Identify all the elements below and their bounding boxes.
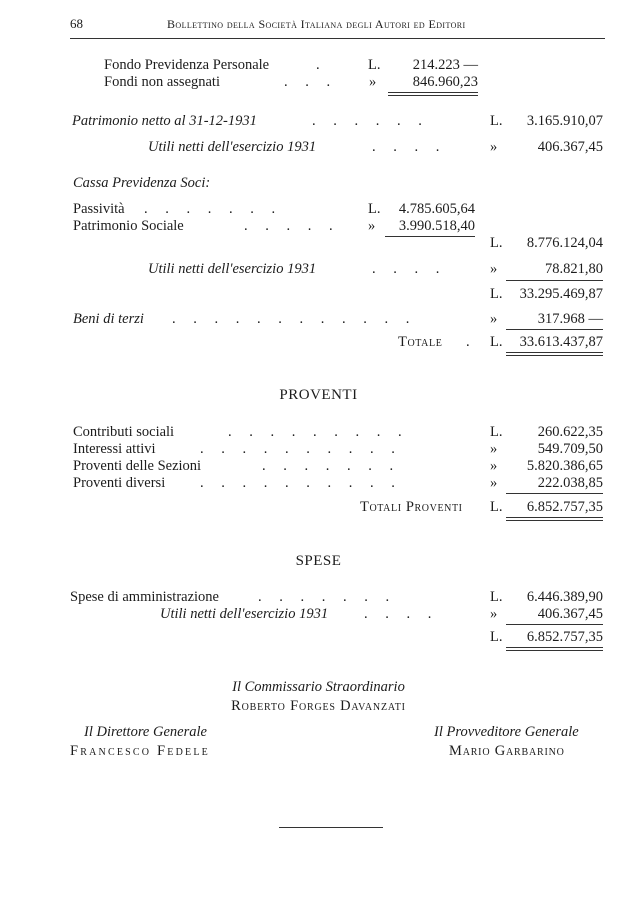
row-currency: L. xyxy=(490,424,503,440)
row-amount: 6.852.757,35 xyxy=(526,499,603,515)
row-label: Utili netti dell'esercizio 1931 xyxy=(160,606,329,622)
running-title: Bollettino della Società Italiana degli Autori ed Editori xyxy=(167,17,466,31)
row-currency: L. xyxy=(368,201,381,217)
row-amount: 406.367,45 xyxy=(537,606,603,622)
row-currency: L. xyxy=(368,57,381,73)
subtotal-rule xyxy=(385,236,475,237)
row-currency: L. xyxy=(490,629,503,645)
row-amount: 8.776.124,04 xyxy=(526,235,603,251)
double-rule-bottom xyxy=(506,650,603,651)
row-amount: 6.852.757,35 xyxy=(526,629,603,645)
row-currency: L. xyxy=(490,286,503,302)
row-leader-dots: . . . xyxy=(284,74,338,90)
row-label: Totali Proventi xyxy=(360,499,463,515)
end-rule xyxy=(279,827,383,828)
row-amount: 317.968 — xyxy=(537,311,603,327)
row-label: Interessi attivi xyxy=(73,441,156,457)
row-currency: » xyxy=(368,218,376,234)
row-leader-dots: . . . . . . . . . . . . xyxy=(172,311,417,327)
row-amount: 214.223 — xyxy=(412,57,478,73)
row-label: Utili netti dell'esercizio 1931 xyxy=(148,139,317,155)
provveditore-name: Mario Garbarino xyxy=(449,743,565,759)
row-currency: L. xyxy=(490,113,503,129)
row-amount: 549.709,50 xyxy=(537,441,603,457)
row-leader-dots: . xyxy=(316,57,320,73)
row-label: Spese di amministrazione xyxy=(70,589,219,605)
row-currency: » xyxy=(490,261,498,277)
row-amount: 4.785.605,64 xyxy=(398,201,475,217)
proventi-total-rule xyxy=(506,493,603,494)
row-currency: » xyxy=(490,475,498,491)
row-label: Fondo Previdenza Personale xyxy=(104,57,270,73)
row-label: Fondi non assegnati xyxy=(104,74,220,90)
row-amount: 260.622,35 xyxy=(537,424,603,440)
row-amount: 222.038,85 xyxy=(537,475,603,491)
row-leader-dots: . . . . . . . xyxy=(258,589,397,605)
row-leader-dots: . . . . . xyxy=(244,218,340,234)
row-amount: 3.990.518,40 xyxy=(398,218,475,234)
row-currency: » xyxy=(369,74,377,90)
row-label: Patrimonio Sociale xyxy=(73,218,184,234)
row-leader-dots: . xyxy=(466,334,470,350)
row-currency: L. xyxy=(490,334,503,350)
row-leader-dots: . . . . . . . . . xyxy=(228,424,409,440)
row-amount: 406.367,45 xyxy=(537,139,603,155)
row-leader-dots: . . . . xyxy=(364,606,439,622)
row-label: Beni di terzi xyxy=(73,311,144,327)
row-leader-dots: . . . . . . . xyxy=(144,201,283,217)
provveditore-title: Il Provveditore Generale xyxy=(434,724,579,740)
total-rule xyxy=(506,280,603,281)
spese-total-rule xyxy=(506,624,603,625)
row-leader-dots: . . . . . . . . . . xyxy=(200,441,402,457)
double-rule-bottom xyxy=(388,95,478,96)
commissario-title: Il Commissario Straordinario xyxy=(232,679,405,695)
row-leader-dots: . . . . . . . . . . xyxy=(200,475,402,491)
double-rule-bottom xyxy=(506,520,603,521)
row-amount: 6.446.389,90 xyxy=(526,589,603,605)
row-leader-dots: . . . . . . xyxy=(312,113,429,129)
row-label: Contributi sociali xyxy=(73,424,175,440)
row-currency: L. xyxy=(490,589,503,605)
totale-rule xyxy=(506,329,603,330)
header-rule xyxy=(70,38,605,39)
row-currency: » xyxy=(490,311,498,327)
row-currency: » xyxy=(490,441,498,457)
row-amount: 846.960,23 xyxy=(412,74,478,90)
row-leader-dots: . . . . xyxy=(372,261,447,277)
double-rule-top xyxy=(506,647,603,648)
row-label: Patrimonio netto al 31-12-1931 xyxy=(72,113,257,129)
direttore-title: Il Direttore Generale xyxy=(84,724,207,740)
row-amount: 78.821,80 xyxy=(545,261,603,277)
row-amount: 33.613.437,87 xyxy=(519,334,603,350)
row-label: Passività xyxy=(73,201,125,217)
row-currency: » xyxy=(490,606,498,622)
double-rule-top xyxy=(506,517,603,518)
double-rule-top xyxy=(506,352,603,353)
row-currency: » xyxy=(490,458,498,474)
row-label: Utili netti dell'esercizio 1931 xyxy=(148,261,317,277)
row-label: Proventi delle Sezioni xyxy=(73,458,202,474)
commissario-name: Roberto Forges Davanzati xyxy=(231,698,406,714)
row-amount: 3.165.910,07 xyxy=(526,113,603,129)
direttore-name: Francesco Fedele xyxy=(70,743,210,759)
row-leader-dots: . . . . xyxy=(372,139,447,155)
double-rule-top xyxy=(388,92,478,93)
row-amount: 5.820.386,65 xyxy=(526,458,603,474)
spese-heading: SPESE xyxy=(295,553,342,569)
double-rule-bottom xyxy=(506,355,603,356)
row-label: Totale xyxy=(398,334,443,350)
row-currency: L. xyxy=(490,499,503,515)
page-number: 68 xyxy=(70,16,83,31)
row-amount: 33.295.469,87 xyxy=(519,286,603,302)
row-leader-dots: . . . . . . . xyxy=(262,458,401,474)
row-label: Proventi diversi xyxy=(73,475,166,491)
row-currency: » xyxy=(490,139,498,155)
proventi-heading: PROVENTI xyxy=(279,387,358,403)
cassa-heading: Cassa Previdenza Soci: xyxy=(73,175,211,191)
row-currency: L. xyxy=(490,235,503,251)
